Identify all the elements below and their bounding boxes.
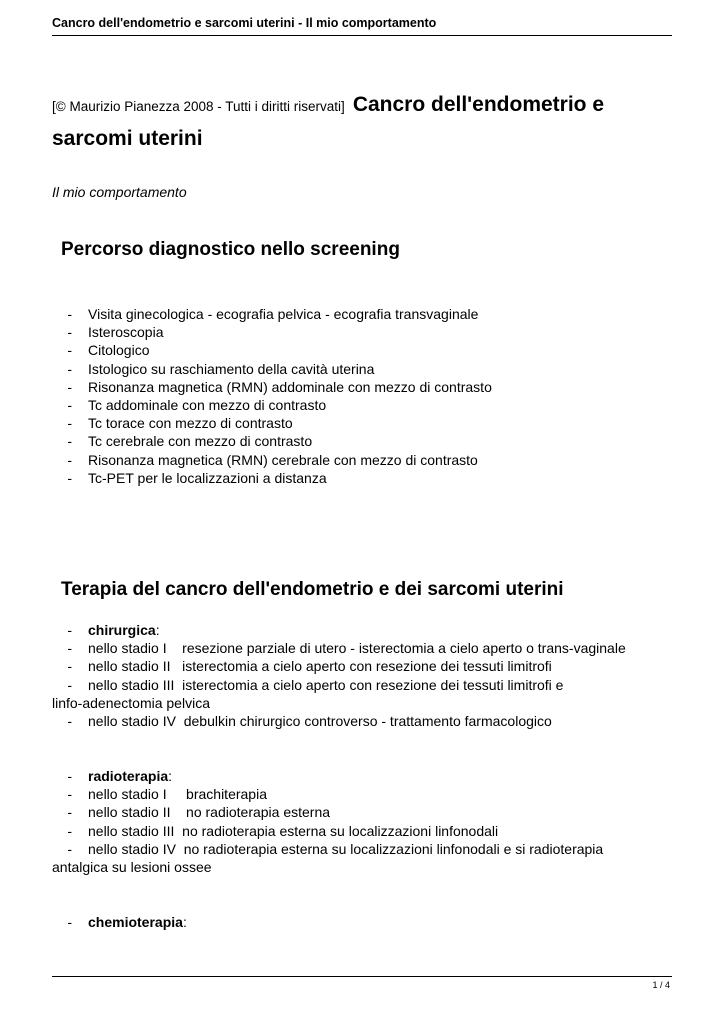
- running-header: Cancro dell'endometrio e sarcomi uterini - Il mio comportamento: [52, 16, 437, 30]
- document-title-line2: sarcomi uterini: [52, 127, 203, 150]
- therapy-heading: Terapia del cancro dell'endometrio e dei sarcomi uterini: [61, 579, 564, 600]
- list-item: - Risonanza magnetica (RMN) cerebrale con mezzo di contrasto: [67, 451, 478, 468]
- copyright-notice: [© Maurizio Pianezza 2008 - Tutti i diritti riservati]: [52, 99, 345, 114]
- list-item: - chirurgica:: [67, 622, 160, 638]
- list-item: - chemioterapia:: [67, 914, 187, 930]
- page-number: 1 / 4: [652, 980, 670, 990]
- list-item: - nello stadio III no radioterapia esterna su localizzazioni linfonodali: [67, 822, 499, 839]
- radiotherapy-label: radioterapia: [88, 768, 169, 784]
- list-item: linfo-adenectomia pelvica: [52, 694, 210, 711]
- document-title: Cancro dell'endometrio e: [352, 93, 605, 116]
- footer-rule: [52, 976, 672, 977]
- surgery-list: [52, 621, 672, 730]
- list-item: - Isteroscopia: [67, 324, 164, 341]
- list-item: - Tc addominale con mezzo di contrasto: [67, 397, 327, 414]
- list-item: - nello stadio IV no radioterapia esterna su localizzazioni linfonodali e si radioterapia: [67, 840, 604, 857]
- list-item: - radioterapia:: [67, 768, 173, 784]
- list-item: - Risonanza magnetica (RMN) addominale con mezzo di contrasto: [67, 378, 492, 395]
- list-item: - nello stadio II isterectomia a cielo aperto con resezione dei tessuti limitrofi: [67, 658, 552, 675]
- list-item: antalgica su lesioni ossee: [52, 859, 212, 876]
- list-item: - Visita ginecologica - ecografia pelvica - ecografia transvaginale: [67, 306, 479, 322]
- diagnostic-heading: Percorso diagnostico nello screening: [61, 239, 400, 260]
- list-item: - Tc cerebrale con mezzo di contrasto: [67, 433, 313, 450]
- list-item: - Tc torace con mezzo di contrasto: [67, 415, 293, 432]
- list-item: - nello stadio IV debulkin chirurgico controverso - trattamento farmacologico: [67, 713, 552, 730]
- list-item: - Tc-PET per le localizzazioni a distanza: [67, 469, 327, 486]
- list-item: - Istologico su raschiamento della cavità uterina: [67, 360, 375, 377]
- chemotherapy-list: [52, 913, 672, 931]
- list-item: - nello stadio II no radioterapia esterna: [67, 804, 331, 821]
- list-item: - nello stadio I resezione parziale di utero - isterectomia a cielo aperto o trans-vaginale: [67, 640, 626, 657]
- list-item: - Citologico: [67, 342, 150, 359]
- document-subtitle: Il mio comportamento: [52, 184, 187, 200]
- list-item: - nello stadio I brachiterapia: [67, 786, 267, 803]
- radiotherapy-list: [52, 767, 672, 876]
- header-rule: [52, 35, 672, 36]
- surgery-label: chirurgica: [88, 622, 156, 638]
- diagnostic-list: [52, 305, 672, 487]
- chemotherapy-label: chemioterapia: [88, 914, 183, 930]
- title-block: [52, 90, 672, 153]
- list-item: - nello stadio III isterectomia a cielo aperto con resezione dei tessuti limitrofi e: [67, 676, 564, 693]
